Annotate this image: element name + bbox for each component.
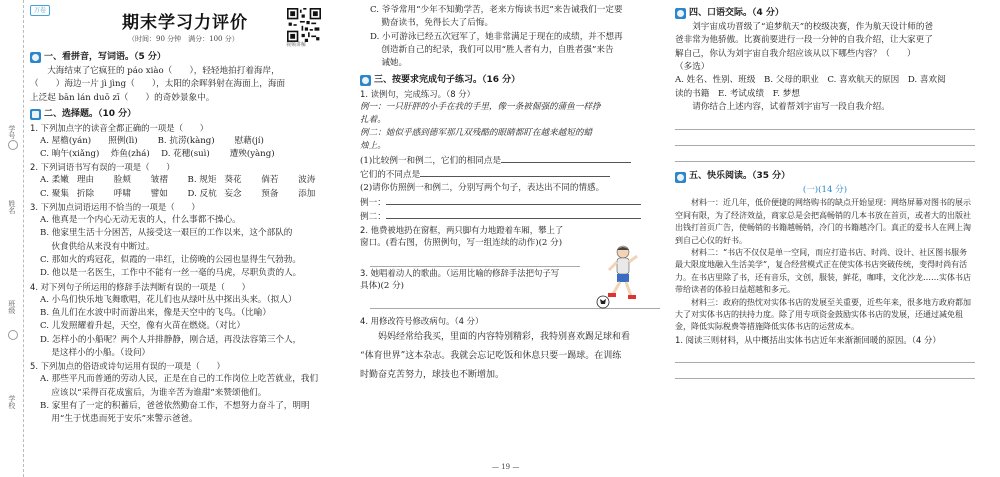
question-option: 诫她。 xyxy=(370,58,408,69)
word: A. 柔嫩 xyxy=(40,175,69,186)
text-line: （ ）海边一片 jì jìng（ ），太阳的余晖斜射在海面上，海面 xyxy=(30,79,286,90)
section-marker-icon xyxy=(675,8,686,19)
answer-blank[interactable] xyxy=(501,154,631,163)
material-three: 材料三：政府的热忱对实体书店的发展至关重要，近些年来，很多地方政府都加大了对实体书店的扶持力度。除了用专项资金鼓励实体书店的发展，还通过减免租金，降低实际税费等措施降低实体书店的运营成本。 xyxy=(675,297,971,332)
example-sentence: 例二：她似乎感到德军那几双残酷的眼睛都盯在越来越短的蜡 xyxy=(360,128,593,139)
question-stem: 4. 用修改符号修改病句。（4 分） xyxy=(360,315,484,326)
question-option: C. 儿发照耀着升起，天空，像有火苗在燃烧。（对比） xyxy=(40,321,246,332)
question-option: A. 小鸟们快乐地飞舞歌唱，花儿们也从绿叶丛中探出头来。（拟人） xyxy=(40,294,297,305)
prompt: 请你结合上述内容，试着帮刘宇宙写一段自我介绍。 xyxy=(692,101,890,112)
option-row xyxy=(30,174,335,187)
question-option: 创造新自己的纪录，我们可以用“胜人者有力，自胜者强”来告 xyxy=(370,44,614,55)
header xyxy=(30,4,335,48)
question-option: C. 那如火的鸡冠花，似霞的一串红，让傍晚的公园也显得生气勃勃。 xyxy=(40,255,301,266)
answer-blank[interactable] xyxy=(386,196,641,205)
question-option: A. 屋檐(yán) 照例(lì) B. 抗涝(kàng) 慰藉(jí) xyxy=(40,135,264,146)
section-title: 二、选择题。（10 分） xyxy=(44,108,137,119)
binding-hole xyxy=(8,330,18,340)
question-option: D. 他以是一名医生，工作中不能有一丝一毫的马虎，尽职负责的人。 xyxy=(40,268,302,279)
section-reading-heading xyxy=(675,170,975,184)
question-option: 是这样小的小船。（设问） xyxy=(40,347,151,358)
word: 妄念 xyxy=(224,188,242,199)
answer-line[interactable] xyxy=(675,349,975,363)
answer-row: 例一： xyxy=(360,196,660,210)
question-option: D. 小可游泳已经五次冠军了，她非常满足于现在的成绩，并不想再 xyxy=(370,31,623,42)
question-option: A. 那些平凡而普通的劳动人民，正是在自己的工作岗位上吃苦就业，我们 xyxy=(40,374,319,385)
example-sentence: 烛上。 xyxy=(360,141,386,152)
section-sentence-heading xyxy=(360,74,660,88)
question-stem: 5. 下列加点的俗语或诗句运用有误的一项是（ ） xyxy=(30,361,225,372)
question-option: B. 家里有了一定的积蓄后，爸爸依然勤奋工作，不想努力奋斗了，明明 xyxy=(40,400,310,411)
section-pinyin-heading xyxy=(30,51,335,65)
column-middle xyxy=(360,4,660,385)
margin-label-name: 姓名 xyxy=(7,200,16,214)
passage-line: “体育世界”这本杂志。我就会忘记吃饭和休息只要一踢球。在训练 xyxy=(360,350,622,361)
word: 葵花 xyxy=(224,175,242,186)
margin-label-school: 学校 xyxy=(7,395,16,409)
sub-question: 它们的不同点是 xyxy=(360,168,660,182)
question-option: A. 姓名、性别、班级 B. 父母的职业 C. 喜欢航天的原因 D. 喜欢阅 xyxy=(675,75,946,86)
question-stem: 3. 下列加点词语运用不恰当的一项是（ ） xyxy=(30,202,200,213)
word: 预备 xyxy=(261,188,279,199)
qr-label: 视频讲解 xyxy=(286,42,307,48)
margin-label-student-id: 学号 xyxy=(7,125,16,139)
section-oral-heading xyxy=(675,7,975,21)
question-option: 读的书籍 E. 考试成绩 F. 梦想 xyxy=(675,88,800,99)
word: 波涛 xyxy=(298,175,316,186)
text-line: 大海结束了它疯狂的 páo xiào（ ），轻轻地拍打着海岸， xyxy=(47,65,280,76)
section-title: 五、快乐阅读。（35 分） xyxy=(689,171,791,182)
word: 添加 xyxy=(298,188,316,199)
text-line: 上泛起 bān lán duō zī（ ）的奇妙景象中。 xyxy=(30,92,215,103)
word: 皱褶 xyxy=(150,175,168,186)
word: D. 反杭 xyxy=(187,188,217,199)
binding-hole xyxy=(8,140,18,150)
question-stem: 1. 读例句，完成练习。（8 分） xyxy=(360,88,475,99)
section-title: 四、口语交际。（4 分） xyxy=(689,8,784,18)
text-line: 爸非常为他骄傲。比赛前要进行一段一分钟的自我介绍，让大家更了 xyxy=(675,35,933,46)
question-option: 用“生于忧患而死于安乐”来警示爸爸。 xyxy=(40,414,198,425)
section-marker-icon xyxy=(30,52,41,63)
word: B. 规矩 xyxy=(187,175,217,186)
answer-line[interactable] xyxy=(675,365,975,379)
question-option: A. 他真是一个内心无动无衷的人，什么事都不操心。 xyxy=(40,215,241,226)
question-stem: 2. 下列词语书写有误的一项是（ ） xyxy=(30,162,175,173)
exam-time-info: （时间：90 分钟 满分：100 分） xyxy=(128,35,239,43)
answer-line[interactable] xyxy=(675,148,975,162)
word: 譬如 xyxy=(150,188,168,199)
text-line: 刘宇宙成功晋级了“追梦航天”的校级决赛，作为航天设计师的爸 xyxy=(692,21,934,32)
section-marker-icon xyxy=(675,172,686,183)
question-stem: 窗口。(看右图，仿照例句，写一组连续的动作)(2 分) xyxy=(360,238,563,249)
material-two: 材料二：“书店不仅仅是单一空间，而应打造书店、时尚、设计、社区图书服务最大限度地融入生活美学”，复合经营模式正在使实体书店突破传统，变得时尚有活力。在书店里除了书，还有音乐，文创，服装，鲜花，咖啡，文化沙龙……实体书店带给读者的体验日益超越和多元。 xyxy=(675,247,971,295)
question-stem: 1. 阅读三则材料，从中概括出实体书店近年来渐渐回暖的原因。（4 分） xyxy=(675,334,941,345)
word: 倘若 xyxy=(261,175,279,186)
question-option: D. 怎样小的小船呢？两个人并排静静，刚合适，再没法容第三个人， xyxy=(40,334,302,345)
page-number: — 19 — xyxy=(492,463,520,471)
column-right xyxy=(675,4,975,379)
qr-code-icon[interactable] xyxy=(287,8,321,42)
question-option: B. 鱼儿们在水波中时而游出来，像是天空中的飞鸟。（比喻） xyxy=(40,308,271,318)
word: C. 聚集 xyxy=(40,188,69,199)
question-stem: 2. 他费被地扔在窗框，两只脚有力地蹬着车厢，攀上了 xyxy=(360,225,564,236)
column-left xyxy=(30,4,335,427)
binding-margin xyxy=(0,0,24,477)
question-stem: 4. 对下列句子所运用的修辞手法判断有误的一项是（ ） xyxy=(30,281,251,292)
question-option: C. 爷爷常用“少年不知勤学苦，老来方悔读书迟”来告诫我们一定要 xyxy=(370,5,623,15)
answer-line[interactable] xyxy=(675,116,975,130)
answer-line[interactable] xyxy=(370,253,580,267)
passage-line: 妈妈经常给我买，里面的内容特别精彩，我特别喜欢踢足球和看 xyxy=(378,332,631,342)
sub-question: (1)比较例一和例二，它们的相同点是 xyxy=(360,154,660,168)
margin-label-class: 班级 xyxy=(7,300,16,314)
reading-part-title: (一)(14 分) xyxy=(802,185,848,196)
option-row xyxy=(30,188,335,201)
text-line: （多选） xyxy=(675,61,710,72)
material-one: 材料一：近几年，低价便捷的网络购书的缺点开始显现：网络屏幕对图书的展示空间有限，为了经济效益，商家总是会把高畅销的几本书放在首页，或者大的出版社出钱打首页广告，使畅销的书籍越畅销，冷门的书籍越冷门。真正的爱书人在网上淘到自己心仪的好书。 xyxy=(675,198,971,245)
word: 折除 xyxy=(76,188,95,199)
question-stem: 3. 她唱着动人的歌曲。（运用比喻的修辞手法把句子写 xyxy=(360,267,560,278)
word: 理由 xyxy=(76,175,95,186)
section-title: 三、按要求完成句子练习。（16 分） xyxy=(374,74,521,85)
series-badge: 万卷 xyxy=(30,5,50,16)
answer-blank[interactable] xyxy=(420,168,610,177)
section-marker-icon xyxy=(30,109,41,120)
example-sentence: 例一：一只肝胖的小手在我的手里，像一条被倔强的蒲鱼一样挣 xyxy=(360,101,601,112)
question-option: 伙食供给从来没有中断过。 xyxy=(40,241,155,252)
answer-blank[interactable] xyxy=(386,210,641,219)
answer-row: 例二： xyxy=(360,210,660,224)
question-option: B. 他家里生活十分困苦，从接受这一艰巨的工作以来，这个部队的 xyxy=(40,228,293,239)
section-marker-icon xyxy=(360,75,371,86)
answer-line[interactable] xyxy=(675,132,975,146)
page-title: 期末学习力评价 xyxy=(122,13,248,33)
word: 脸颊 xyxy=(113,175,131,186)
boy-running-illustration xyxy=(595,244,647,310)
passage-line: 时勤奋克苦努力，球技也不断增加。 xyxy=(360,369,505,380)
word: 呼啸 xyxy=(113,188,131,199)
question-stem: 1. 下列加点字的读音全都正确的一项是（ ） xyxy=(30,122,209,133)
question-option: 应该以“采得百花成蜜后，为谁辛苦为谁甜”来赞颂他们。 xyxy=(40,387,267,398)
text-line: 解自己，你认为刘宇宙自我介绍应该从以下哪些内容？（ ） xyxy=(675,48,916,59)
section-choice-heading xyxy=(30,108,335,122)
sub-question: (2)请你仿照例一和例二，分别写两个句子，表达出不同的情感。 xyxy=(360,183,605,194)
question-option: C. 晌午(xiǎng) 炸鱼(zhá) D. 花穗(suì) 遭殃(yàng) xyxy=(40,149,275,160)
example-sentence: 扎着。 xyxy=(360,114,386,125)
section-title: 一、看拼音，写词语。（5 分） xyxy=(44,52,166,62)
question-stem: 具体)(2 分) xyxy=(360,280,405,291)
question-option: 勤奋读书，免得长大了后悔。 xyxy=(370,18,494,29)
